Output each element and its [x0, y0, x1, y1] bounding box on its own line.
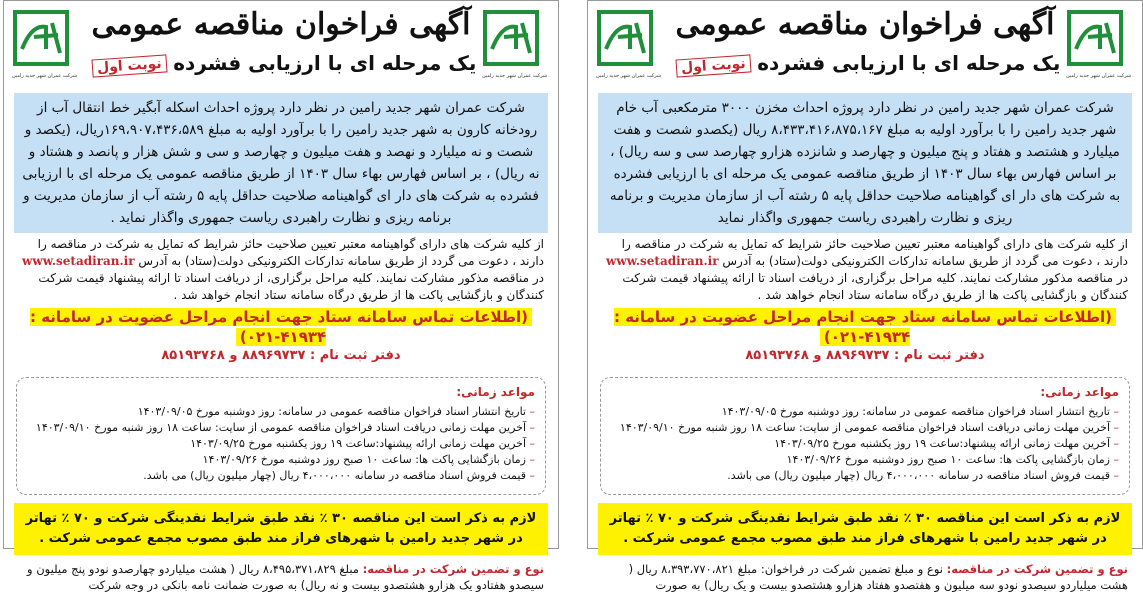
- schedule-item: – قیمت فروش اسناد مناقصه در سامانه ۴،۰۰۰،۰۰۰ ریال (چهار میلیون ریال) می باشد.: [611, 468, 1119, 484]
- invitation-text: از کلیه شرکت های دارای گواهینامه معتبر تعیین صلاحیت حائز شرایط که تمایل به شرکت در مناقصه را دارند ، دعوت می گردد از طریق سامانه تدارکات الکترونیکی دولت(ستاد) به آدرس: [37, 237, 544, 268]
- schedule-item: – قیمت فروش اسناد مناقصه در سامانه ۴،۰۰۰،۰۰۰ ریال (چهار میلیون ریال) می باشد.: [27, 468, 535, 484]
- guarantee-title: نوع و تضمین شرکت در مناقصه:: [946, 562, 1128, 576]
- intro-box: شرکت عمران شهر جدید رامین در نظر دارد پروژه احداث مخزن ۳۰۰۰ مترمکعبی آب خام شهر جدید رامین را با برآورد اولیه به مبلغ ۸،۴۳۳،۴۱۶،۸۷۵،۱۶۷ ریال (یکصدو شصت و هفت میلیارد و هشتصد و هفتاد و پنج میلیون و چهارصد و شانزده هزارو چهارصد سی و سه ریال) ، بر اساس فهارس بهاء سال ۱۴۰۳ از طریق مناقصه عمومی یک مرحله ای با ارزیابی فشرده به شرکت های دار ای گواهینامه صلاحیت حداقل پایه ۵ رشته آب از سازمان مدیریت و برنامه ریزی و نظارت راهبردی ریاست جمهوری واگذار نماید: [598, 93, 1132, 233]
- ad-subtitle: [84, 51, 478, 75]
- company-logo-2: [596, 9, 660, 83]
- tender-ad-right: [587, 0, 1143, 592]
- company-logo-2: [12, 9, 76, 83]
- contact-info: [4, 307, 558, 347]
- payment-notice: لازم به ذکر است این مناقصه ۳۰ ٪ نقد طبق شرایط نقدینگی شرکت و ۷۰ ٪ تهاتر در شهر جدید رامین با شهرهای فراز مند طبق مصوب مجمع عمومی شرکت .: [598, 503, 1132, 555]
- setad-link[interactable]: www.setadiran.ir: [22, 254, 135, 268]
- contact-text: (اطلاعات تماس سامانه ستاد جهت انجام مراحل عضویت در سامانه : ۴۱۹۳۴-۰۲۱): [614, 308, 1116, 346]
- registration-office: دفتر ثبت نام : ۸۸۹۶۹۷۳۷ و ۸۵۱۹۳۷۶۸: [161, 348, 401, 363]
- contact-info: [588, 307, 1142, 347]
- round-badge: نوبت اول: [675, 54, 751, 77]
- company-logo: [1066, 9, 1130, 83]
- logo-icon: [12, 9, 70, 67]
- company-logo: [482, 9, 546, 83]
- invitation-text: از کلیه شرکت های دارای گواهینامه معتبر تعیین صلاحیت حائز شرایط که تمایل به شرکت در مناقصه را دارند ، دعوت می گردد از طریق سامانه تدارکات الکترونیکی دولت(ستاد) به آدرس: [621, 237, 1128, 268]
- invitation-paragraph: [588, 233, 1142, 307]
- ad-title: آگهی فراخوان مناقصه عمومی: [675, 7, 1055, 42]
- registration-office: دفتر ثبت نام : ۸۸۹۶۹۷۳۷ و ۸۵۱۹۳۷۶۸: [745, 348, 985, 363]
- schedule-item: – آخرین مهلت زمانی دریافت اسناد فراخوان مناقصه عمومی از سایت: ساعت ۱۸ روز شنبه مورخ ۱۴۰۳/۰۹/۱۰: [611, 420, 1119, 436]
- schedule-item: – تاریخ انتشار اسناد فراخوان مناقصه عمومی در سامانه: روز دوشنبه مورخ ۱۴۰۳/۰۹/۰۵: [27, 404, 535, 420]
- schedule-item: – آخرین مهلت زمانی ارائه پیشنهاد:ساعت ۱۹ روز یکشنبه مورخ ۱۴۰۳/۰۹/۲۵: [27, 436, 535, 452]
- intro-box: شرکت عمران شهر جدید رامین در نظر دارد پروژه احداث اسکله آبگیر خط انتقال آب از رودخانه کارون به شهر جدید رامین را با برآورد اولیه به مبلغ ۱۶۹،۹۰۷،۴۳۶،۵۸۹ریال، (یکصد و شصت و نه میلیارد و نهصد و هفت میلیون و چهارصد و سی و شش هزار و پانصد و هشتاد و نه ریال) ، بر اساس فهارس بهاء سال ۱۴۰۳ از طریق مناقصه عمومی یک مرحله ای با ارزیابی فشرده به شرکت های دار ای گواهینامه صلاحیت حداقل پایه ۵ رشته آب از سازمان مدیریت و برنامه ریزی و نظارت راهبردی ریاست جمهوری واگذار نماید .: [14, 93, 548, 233]
- contact-text: (اطلاعات تماس سامانه ستاد جهت انجام مراحل عضویت در سامانه : ۴۱۹۳۴-۰۲۱): [30, 308, 532, 346]
- schedule-heading: مواعد زمانی:: [456, 385, 535, 399]
- round-badge: نوبت اول: [91, 54, 167, 77]
- tender-ad-left: [3, 0, 559, 592]
- logo-icon: [482, 9, 540, 67]
- logo-caption: شرکت عمران شهر جدید رامین: [482, 73, 548, 79]
- schedule-item: – آخرین مهلت زمانی دریافت اسناد فراخوان مناقصه عمومی از سایت: ساعت ۱۸ روز شنبه مورخ ۱۴۰۳/۰۹/۱۰: [27, 420, 535, 436]
- subtitle-text: یک مرحله ای با ارزیابی فشرده: [173, 51, 477, 75]
- schedule-item: – زمان بازگشایی پاکت ها: ساعت ۱۰ صبح روز دوشنبه مورخ ۱۴۰۳/۰۹/۲۶: [27, 452, 535, 468]
- invitation-text-2: در مناقصه مذکور مشارکت نمایند. کلیه مراحل برگزاری، از دریافت اسناد تا ارائه پیشنهاد قیمت شرکت کنندگان و بازگشایی پاکت ها از طریق درگاه سامانه ستاد انجام خواهد شد .: [622, 271, 1128, 302]
- ad-header: [588, 1, 1142, 93]
- ad-title: آگهی فراخوان مناقصه عمومی: [91, 7, 471, 42]
- ad-header: [4, 1, 558, 93]
- guarantee-title: نوع و تضمین شرکت در مناقصه:: [362, 562, 544, 576]
- invitation-paragraph: [4, 233, 558, 307]
- invitation-text-2: در مناقصه مذکور مشارکت نمایند. کلیه مراحل برگزاری، از دریافت اسناد تا ارائه پیشنهاد قیمت شرکت کنندگان و بازگشایی پاکت ها از طریق درگاه سامانه ستاد انجام خواهد شد .: [38, 271, 544, 302]
- logo-icon: [596, 9, 654, 67]
- logo-caption: شرکت عمران شهر جدید رامین: [596, 73, 662, 79]
- schedule-item: – زمان بازگشایی پاکت ها: ساعت ۱۰ صبح روز دوشنبه مورخ ۱۴۰۳/۰۹/۲۶: [611, 452, 1119, 468]
- schedule-box: [600, 377, 1130, 495]
- logo-caption: شرکت عمران شهر جدید رامین: [12, 73, 78, 79]
- setad-link[interactable]: www.setadiran.ir: [606, 254, 719, 268]
- subtitle-text: یک مرحله ای با ارزیابی فشرده: [757, 51, 1061, 75]
- payment-notice: لازم به ذکر است این مناقصه ۳۰ ٪ نقد طبق شرایط نقدینگی شرکت و ۷۰ ٪ تهاتر در شهر جدید رامین با شهرهای فراز مند طبق مصوب مجمع عمومی شرکت .: [14, 503, 548, 555]
- schedule-box: [16, 377, 546, 495]
- guarantee-text: مبلغ ۸،۴۹۵،۳۷۱،۸۲۹ ریال ( هشت میلیاردو چهارصدو نودو پنج میلیون و سیصدو هفتادو یک هزارو هشتصدو بیست و نه ریال) به صورت ضمانت نامه بانکی در وجه شرکت: [27, 562, 544, 592]
- guarantee-section: [588, 555, 1142, 599]
- ad-subtitle: [668, 51, 1062, 75]
- schedule-heading: مواعد زمانی:: [1040, 385, 1119, 399]
- logo-caption: شرکت عمران شهر جدید رامین: [1066, 73, 1132, 79]
- guarantee-section: [4, 555, 558, 599]
- schedule-item: – آخرین مهلت زمانی ارائه پیشنهاد:ساعت ۱۹ روز یکشنبه مورخ ۱۴۰۳/۰۹/۲۵: [611, 436, 1119, 452]
- logo-icon: [1066, 9, 1124, 67]
- schedule-item: – تاریخ انتشار اسناد فراخوان مناقصه عمومی در سامانه: روز دوشنبه مورخ ۱۴۰۳/۰۹/۰۵: [611, 404, 1119, 420]
- guarantee-text: نوع و مبلغ تضمین شرکت در فراخوان: مبلغ ۸،۳۹۳،۷۷۰،۸۲۱ ریال ( هشت میلیاردو سیصدو نودو سه میلیون و هفتصدو هفتاد هزارو هشتصدو بیست و یک ریال) به صورت: [628, 562, 1128, 592]
